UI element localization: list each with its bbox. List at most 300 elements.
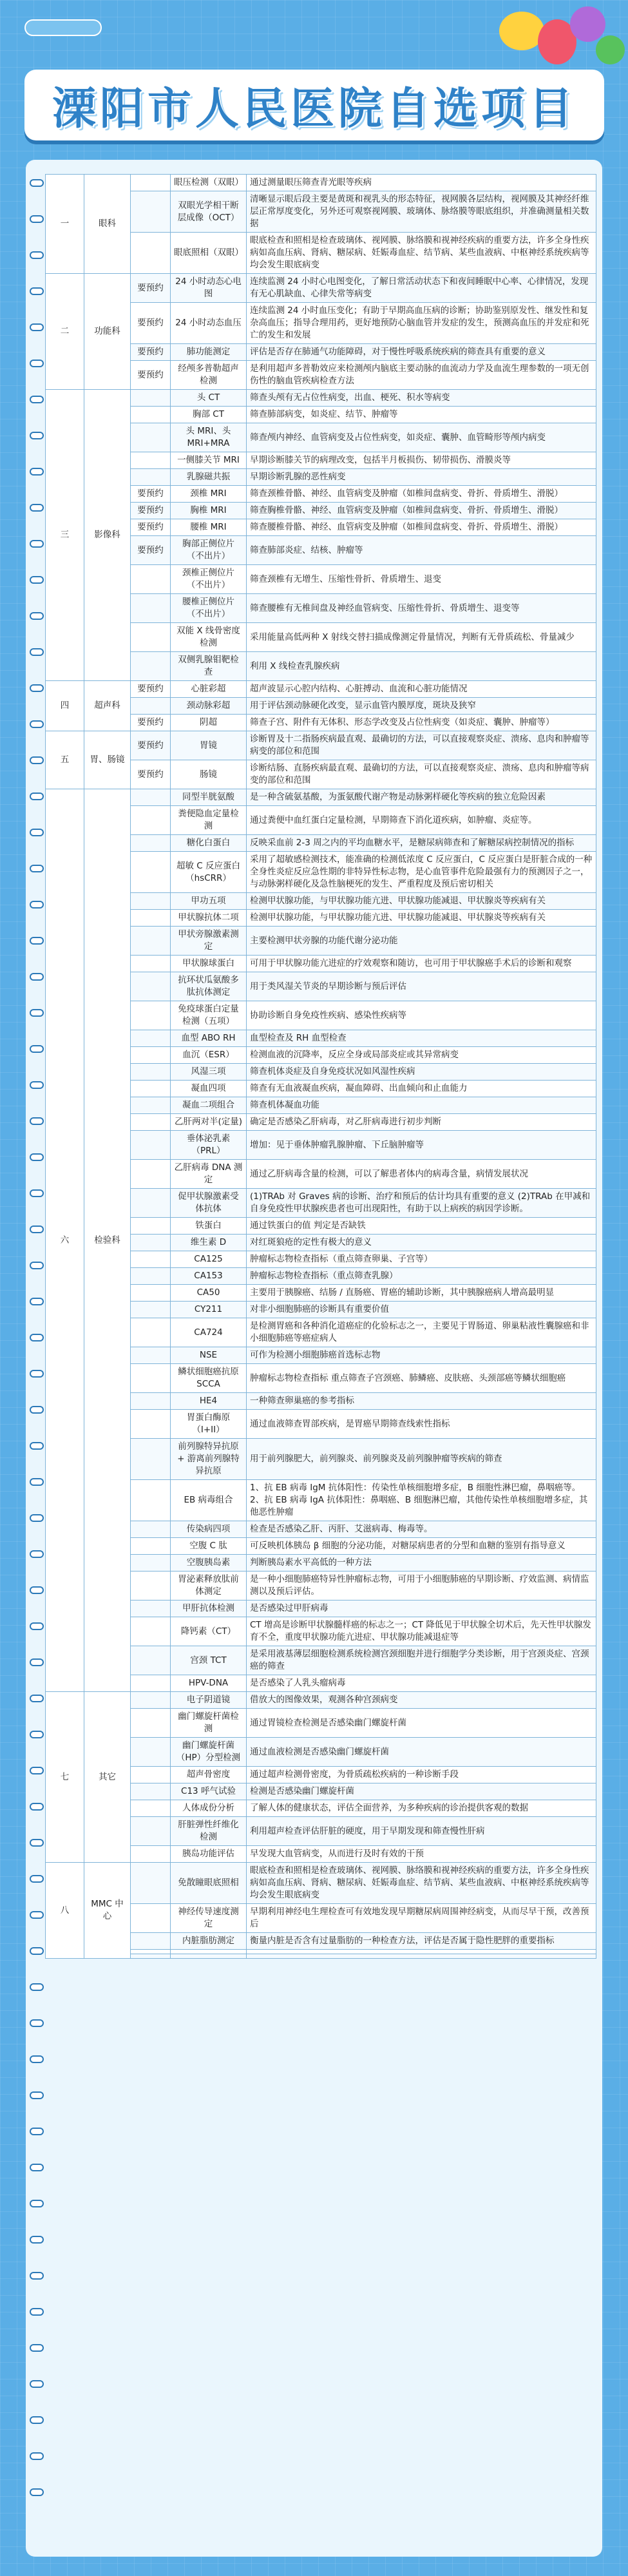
appointment-flag [131, 1347, 171, 1364]
binder-ring [30, 648, 44, 656]
item-description: 早期诊断乳腺的恶性病变 [247, 469, 596, 486]
category-name: 检验科 [84, 789, 131, 1692]
item-name: 凝血四项 [171, 1081, 247, 1097]
item-name: 幽门螺旋杆菌（HP）分型检测 [171, 1738, 247, 1767]
appointment-flag: 要预约 [131, 486, 171, 503]
binder-ring [30, 1009, 44, 1017]
item-description: 是否感染过甲肝病毒 [247, 1600, 596, 1617]
binder-ring [30, 1514, 44, 1522]
item-name: 风湿三项 [171, 1064, 247, 1081]
appointment-flag [131, 1393, 171, 1410]
category-number: 六 [46, 789, 84, 1692]
category-number: 四 [46, 681, 84, 731]
item-description: 诊断结肠、直肠疾病最直观、最确切的方法，可以直接观察炎症、溃疡、息肉和肿瘤等病变的部位和范围 [247, 760, 596, 789]
binder-ring [30, 1658, 44, 1666]
appointment-flag [131, 1189, 171, 1218]
binder-ring [30, 540, 44, 548]
item-name: 头 CT [171, 390, 247, 407]
item-description: 是采用液基薄层细胞检测系统检测宫颈细胞并进行细胞学分类诊断，用于宫颈炎症、宫颈癌的筛查 [247, 1646, 596, 1675]
appointment-flag [131, 1600, 171, 1617]
appointment-flag: 要预约 [131, 519, 171, 536]
category-number: 七 [46, 1692, 84, 1863]
item-description: 增加：见于垂体肿瘤乳腺肿瘤、下丘脑肿瘤等 [247, 1131, 596, 1160]
item-name: 阴超 [171, 715, 247, 731]
item-description [247, 1954, 596, 1959]
binder-ring [30, 684, 44, 692]
item-description: 是一种含硫氨基酸，为蛋氨酸代谢产物是动脉粥样硬化等疾病的独立危险因素 [247, 789, 596, 806]
item-name: 乙肝病毒 DNA 测定 [171, 1160, 247, 1189]
item-description: 1、抗 EB 病毒 IgM 抗体阳性：传染性单核细胞增多症，B 细胞性淋巴瘤，鼻咽癌等。2、抗 EB 病毒 IgA 抗体阳性：鼻咽癌、B 细胞淋巴瘤，其他传染性单核细胞增多症，其他恶性肿瘤 [247, 1480, 596, 1521]
appointment-flag [131, 1081, 171, 1097]
item-description: 通过测量眼压筛查青光眼等疾病 [247, 175, 596, 191]
item-description: 是利用超声多普勒效应来检测颅内脑底主要动脉的血流动力学及血流生理参数的一项无创伤性的脑血管疾病检查方法 [247, 361, 596, 390]
appointment-flag [131, 1064, 171, 1081]
item-description: 对红斑狼疮的定性有极大的意义 [247, 1235, 596, 1251]
item-name: 乙肝两对半(定量) [171, 1114, 247, 1131]
item-description: 筛查头颅有无占位性病变，出血、梗死、积水等病变 [247, 390, 596, 407]
item-name: 前列腺特异抗原 + 游离前列腺特异抗原 [171, 1439, 247, 1480]
appointment-flag [131, 1800, 171, 1817]
appointment-flag [131, 1251, 171, 1268]
binder-ring [30, 2308, 44, 2316]
item-name: 胸部 CT [171, 407, 247, 423]
item-name: 头 MRI、头 MRI+MRA [171, 423, 247, 452]
item-description: 检测是否感染幽门螺旋杆菌 [247, 1783, 596, 1800]
table-row [46, 789, 596, 806]
appointment-flag [131, 835, 171, 852]
binder-ring [30, 2200, 44, 2207]
binder-ring [30, 2055, 44, 2063]
item-name: 颈椎 MRI [171, 486, 247, 503]
item-name: 同型半胱氨酸 [171, 789, 247, 806]
appointment-flag: 要预约 [131, 503, 171, 519]
item-name: C13 呼气试验 [171, 1783, 247, 1800]
header [0, 0, 628, 151]
item-description: 早期利用神经电生理检查可有效地发现早期糖尿病周围神经病变，从而尽早干预，改善预后 [247, 1904, 596, 1933]
item-name: 颈动脉彩超 [171, 698, 247, 715]
item-description: 利用超声检查评估肝脏的硬度，用于早期发现和筛查慢性肝病 [247, 1817, 596, 1846]
item-description: 对非小细胞肺癌的诊断具有重要价值 [247, 1302, 596, 1318]
item-name: EB 病毒组合 [171, 1480, 247, 1521]
binder-ring [30, 2380, 44, 2388]
item-name: CA153 [171, 1268, 247, 1285]
appointment-flag [131, 1954, 171, 1959]
category-number: 三 [46, 390, 84, 681]
title-banner [24, 70, 604, 140]
item-name: CA724 [171, 1318, 247, 1347]
appointment-flag: 要预约 [131, 681, 171, 698]
item-name: 内脏脂肪测定 [171, 1933, 247, 1950]
binder-ring [30, 2236, 44, 2244]
item-name: 传染病四项 [171, 1521, 247, 1538]
binder-ring [30, 396, 44, 403]
item-name: 维生素 D [171, 1235, 247, 1251]
item-description: 通过铁蛋白的值 判定是否缺铁 [247, 1218, 596, 1235]
binder-ring [30, 432, 44, 439]
item-name: 心脏彩超 [171, 681, 247, 698]
appointment-flag [131, 1767, 171, 1783]
item-name: 肺功能测定 [171, 344, 247, 361]
item-description: 筛查腰椎骨骼、神经、血管病变及肿瘤（如椎间盘病变、骨折、骨质增生、滑脱） [247, 519, 596, 536]
item-name: 血型 ABO RH [171, 1030, 247, 1047]
binder-ring [30, 468, 44, 476]
item-name: 糖化白蛋白 [171, 835, 247, 852]
item-description: 用于评估颈动脉硬化改变，显示血管内膜厚度，斑块及狭窄 [247, 698, 596, 715]
item-description: 检测甲状腺功能，与甲状腺功能亢进、甲状腺功能减退、甲状腺炎等疾病有关 [247, 910, 596, 927]
item-description: 眼底检查和照相是检查玻璃体、视网膜、脉络膜和视神经疾病的重要方法，许多全身性疾病如高血压病、肾病、糖尿病、妊娠毒血症、结节病、某些血液病、中枢神经系统疾病等均会发生眼底病变 [247, 1863, 596, 1904]
item-description: 是检测胃癌和各种消化道癌症的化验标志之一，主要见于胃肠道、卵巢粘液性囊腺癌和非小细胞肺癌等癌症病人 [247, 1318, 596, 1347]
item-name: 铁蛋白 [171, 1218, 247, 1235]
binder-ring [30, 2344, 44, 2352]
appointment-flag [131, 1285, 171, 1302]
appointment-flag: 要预约 [131, 274, 171, 303]
item-name: 一侧膝关节 MRI [171, 452, 247, 469]
appointment-flag: 要预约 [131, 303, 171, 344]
binder-ring [30, 1767, 44, 1774]
item-name: 人体成份分析 [171, 1800, 247, 1817]
item-description: 用于类风湿关节炎的早期诊断与预后评估 [247, 972, 596, 1001]
appointment-flag [131, 1302, 171, 1318]
appointment-flag [131, 1364, 171, 1393]
binder-ring [30, 504, 44, 512]
appointment-flag [131, 423, 171, 452]
appointment-flag [131, 852, 171, 893]
appointment-flag [131, 1846, 171, 1863]
item-name: 电子阴道镜 [171, 1692, 247, 1709]
item-name: CY211 [171, 1302, 247, 1318]
appointment-flag [131, 1675, 171, 1692]
item-name: 神经传导速度测定 [171, 1904, 247, 1933]
item-name: 空腹胰岛素 [171, 1555, 247, 1572]
item-description: 连续监测 24 小时血压变化；有助于早期高血压病的诊断；协助鉴别原发性、继发性和复杂高血压；指导合理用药，更好地预防心脑血管并发症的发生，预测高血压的并发症和死亡的发生和发展 [247, 303, 596, 344]
binder-ring [30, 215, 44, 223]
category-name: 其它 [84, 1692, 131, 1863]
item-name: 双侧乳腺钼靶检查 [171, 652, 247, 681]
binder-ring [30, 1226, 44, 1233]
table-row [46, 390, 596, 407]
appointment-flag [131, 972, 171, 1001]
item-name: 甲功五项 [171, 893, 247, 910]
category-name: 超声科 [84, 681, 131, 731]
table-row [46, 681, 596, 698]
items-card [26, 160, 602, 2557]
item-description: 可反映机体胰岛 β 细胞的分泌功能，对糖尿病患者的分型和血糖的鉴别有指导意义 [247, 1538, 596, 1555]
item-description: 眼底检查和照相是检查玻璃体、视网膜、脉络膜和视神经疾病的重要方法，许多全身性疾病如高血压病、肾病、糖尿病、妊娠毒血症、结节病、某些血液病、中枢神经系统疾病等均会发生眼底病变 [247, 233, 596, 274]
item-description: 检查是否感染乙肝、丙肝、艾滋病毒、梅毒等。 [247, 1521, 596, 1538]
item-name: 胰岛功能评估 [171, 1846, 247, 1863]
binder-ring [30, 612, 44, 620]
item-description: 筛查颈椎骨骼、神经、血管病变及肿瘤（如椎间盘病变、骨折、骨质增生、滑脱） [247, 486, 596, 503]
item-description: (1)TRAb 对 Graves 病的诊断、治疗和预后的估计均具有重要的意义 (2)TRAb 在甲减和自身免疫性甲状腺疾患者也可出现阳性，有助于以上病疾的病因学诊断。 [247, 1189, 596, 1218]
appointment-flag [131, 1617, 171, 1646]
item-description: 筛查子宫、附件有无体积、形态学改变及占位性病变（如炎症、囊肿、肿瘤等） [247, 715, 596, 731]
table-row [46, 731, 596, 760]
item-name: 眼底照相（双眼） [171, 233, 247, 274]
appointment-flag [131, 1480, 171, 1521]
category-number: 二 [46, 274, 84, 390]
item-description: 采用能量高低两种 X 射线交替扫描成像测定骨量情况，判断有无骨质疏松、骨量减少 [247, 623, 596, 652]
binder-ring [30, 2272, 44, 2280]
appointment-flag [131, 1030, 171, 1047]
appointment-flag [131, 1047, 171, 1064]
item-name: 超声骨密度 [171, 1767, 247, 1783]
binder-ring [30, 1947, 44, 1955]
item-description: 确定是否感染乙肝病毒，对乙肝病毒进行初步判断 [247, 1114, 596, 1131]
item-name: 肠镜 [171, 760, 247, 789]
item-name: 鳞状细胞癌抗原 SCCA [171, 1364, 247, 1393]
appointment-flag [131, 1318, 171, 1347]
binder-ring [30, 323, 44, 331]
item-name: 血沉（ESR） [171, 1047, 247, 1064]
appointment-flag [131, 1131, 171, 1160]
item-name: 肝脏弹性纤维化检测 [171, 1817, 247, 1846]
item-description: 筛查颅内神经、血管病变及占位性病变，如炎症、囊肿、血管畸形等颅内病变 [247, 423, 596, 452]
item-description: 清晰显示眼后段主要是黄斑和视乳头的形态特征，视网膜各层结构，视网膜及其神经纤维层正常厚度变化，另外还可观察视网膜、玻璃体、脉络膜等眼底组织，并准确测量相关数据 [247, 191, 596, 233]
binder-ring [30, 2091, 44, 2099]
item-name: CA125 [171, 1251, 247, 1268]
item-description: 可用于甲状腺功能亢进症的疗效观察和随访，也可用于甲状腺癌手术后的诊断和观察 [247, 956, 596, 972]
appointment-flag [131, 233, 171, 274]
item-name: 胃镜 [171, 731, 247, 760]
appointment-flag [131, 469, 171, 486]
appointment-flag [131, 1235, 171, 1251]
item-name: 胃蛋白酶原（I+II） [171, 1410, 247, 1439]
item-name: 胸椎 MRI [171, 503, 247, 519]
appointment-flag [131, 1001, 171, 1030]
category-number: 一 [46, 175, 84, 274]
item-description: 通过粪便中血红蛋白定量检测，早期筛查下消化道疾病，如肿瘤、炎症等。 [247, 806, 596, 835]
item-description: 主要用于胰腺癌、结肠 / 直肠癌、胃癌的辅助诊断，其中胰腺癌病人增高最明显 [247, 1285, 596, 1302]
item-name: 胃泌素释放肽前体测定 [171, 1572, 247, 1600]
appointment-flag [131, 623, 171, 652]
item-description: 早发现大血管病变，从而进行及时有效的干预 [247, 1846, 596, 1863]
binder-ring [30, 2416, 44, 2424]
binder-ring [30, 360, 44, 367]
binder-ring [30, 756, 44, 764]
item-description: 衡量内脏是否含有过量脂肪的一种检查方法，评估是否属于隐性肥胖的重要指标 [247, 1933, 596, 1950]
appointment-flag [131, 1538, 171, 1555]
appointment-flag: 要预约 [131, 760, 171, 789]
binder-ring [30, 1370, 44, 1378]
appointment-flag [131, 1555, 171, 1572]
item-name: 甲状旁腺激素测定 [171, 927, 247, 956]
items-table [45, 174, 596, 1959]
item-description: 利用 X 线检查乳腺疾病 [247, 652, 596, 681]
appointment-flag [131, 1933, 171, 1950]
item-name: 垂体泌乳素（PRL） [171, 1131, 247, 1160]
item-description: 通过血液检测是否感染幽门螺旋杆菌 [247, 1738, 596, 1767]
appointment-flag [131, 452, 171, 469]
page-title: 溧阳市人民医院自选项目 [52, 83, 576, 135]
item-description: 检测甲状腺功能，与甲状腺功能亢进、甲状腺功能减退、甲状腺炎等疾病有关 [247, 893, 596, 910]
item-name: 经颅多普勒超声检测 [171, 361, 247, 390]
binder-ring [30, 973, 44, 981]
binder-ring [30, 793, 44, 800]
binder-ring [30, 287, 44, 295]
item-description: 肿瘤标志物检查指标 重点筛查子宫颈癌、肺鳞癌、皮肤癌、头颈部癌等鳞状细胞癌 [247, 1364, 596, 1393]
item-name: 抗环状瓜氨酸多肽抗体测定 [171, 972, 247, 1001]
item-name: 甲状腺抗体二项 [171, 910, 247, 927]
appointment-flag: 要预约 [131, 361, 171, 390]
item-description: 用于前列腺肥大，前列腺炎、前列腺炎及前列腺肿瘤等疾病的筛查 [247, 1439, 596, 1480]
category-number: 五 [46, 731, 84, 789]
item-name: 眼压检测（双眼） [171, 175, 247, 191]
item-description: 筛查机体凝血功能 [247, 1097, 596, 1114]
item-name: 乳腺磁共振 [171, 469, 247, 486]
appointment-flag: 要预约 [131, 536, 171, 565]
category-name: 胃、肠镜 [84, 731, 131, 789]
appointment-flag [131, 1410, 171, 1439]
binder-ring [30, 1586, 44, 1594]
item-name: 超敏 C 反应蛋白（hsCRR） [171, 852, 247, 893]
binder-ring [30, 1622, 44, 1630]
table-row [46, 1863, 596, 1904]
binder-ring [30, 2164, 44, 2171]
item-description: 采用了超敏感检测技术，能准确的检测低浓度 C 反应蛋白，C 反应蛋白是肝脏合成的一种全身性炎症反应急性期的非特异性标志物，是心血管事件危险最强有力的预测因子之一，与动脉粥样硬化及急性脑梗死的发生、严重程度及预后密切相关 [247, 852, 596, 893]
binder-ring [30, 1153, 44, 1161]
binder-ring [30, 1731, 44, 1738]
appointment-flag [131, 698, 171, 715]
item-description: 了解人体的健康状态，评估全面营养，为多种疾病的诊治提供客观的数据 [247, 1800, 596, 1817]
item-name: CA50 [171, 1285, 247, 1302]
appointment-flag [131, 1904, 171, 1933]
appointment-flag [131, 1097, 171, 1114]
table-row [46, 1692, 596, 1709]
item-description: 通过乙肝病毒含量的检测，可以了解患者体内的病毒含量，病情发展状况 [247, 1160, 596, 1189]
table-row [46, 274, 596, 303]
appointment-flag [131, 1646, 171, 1675]
appointment-flag [131, 789, 171, 806]
item-description: 肿瘤标志物检查指标（重点筛查卵巢、子宫等） [247, 1251, 596, 1268]
item-description: 可作为检测小细胞肺癌首选标志物 [247, 1347, 596, 1364]
item-name: 双眼光学相干断层成像（OCT） [171, 191, 247, 233]
appointment-flag [131, 1160, 171, 1189]
table-row [46, 175, 596, 191]
appointment-flag [131, 565, 171, 594]
appointment-flag [131, 910, 171, 927]
fruit-illustration [473, 0, 628, 71]
item-description: 检测血液的沉降率，反应全身或局部炎症或其异常病变 [247, 1047, 596, 1064]
item-name: 幽门螺旋杆菌检测 [171, 1709, 247, 1738]
item-description: 早期诊断膝关节的病理改变，包括半月板损伤、韧带损伤、滑膜炎等 [247, 452, 596, 469]
binder-ring [30, 1478, 44, 1486]
binder-ring [30, 1550, 44, 1558]
item-description: 超声波显示心腔内结构、心脏搏动、血流和心脏功能情况 [247, 681, 596, 698]
item-name: 甲肝抗体检测 [171, 1600, 247, 1617]
appointment-flag [131, 390, 171, 407]
item-description: 反映采血前 2-3 周之内的平均血糖水平，是糖尿病筛查和了解糖尿病控制情况的指标 [247, 835, 596, 852]
binder-ring [30, 901, 44, 908]
item-description: 通过胃镜检查检测是否感染幽门螺旋杆菌 [247, 1709, 596, 1738]
appointment-flag [131, 1439, 171, 1480]
appointment-flag [131, 407, 171, 423]
category-name: MMC 中心 [84, 1863, 131, 1959]
item-description: 主要检测甲状旁腺的功能代谢分泌功能 [247, 927, 596, 956]
item-description [247, 1950, 596, 1954]
item-description: 一种筛查卵巢癌的参考指标 [247, 1393, 596, 1410]
item-name: 颈椎正侧位片（不出片） [171, 565, 247, 594]
binder-ring [30, 1695, 44, 1702]
appointment-flag [131, 1114, 171, 1131]
item-name: 粪便隐血定量检测 [171, 806, 247, 835]
appointment-flag [131, 175, 171, 191]
binder-ring [30, 1045, 44, 1053]
binder-ring [30, 1081, 44, 1089]
item-description: 筛查胸椎骨骼、神经、血管病变及肿瘤（如椎间盘病变、骨折、骨质增生、滑脱） [247, 503, 596, 519]
binder-ring [30, 1442, 44, 1450]
binder-ring [30, 2488, 44, 2496]
item-description: 筛查肺部病变，如炎症、结节、肿瘤等 [247, 407, 596, 423]
binder-ring [30, 576, 44, 584]
appointment-flag [131, 1218, 171, 1235]
item-description: 血型检查及 RH 血型检查 [247, 1030, 596, 1047]
item-description: 筛查腰椎有无椎间盘及神经血管病变、压缩性骨折、骨质增生、退变等 [247, 594, 596, 623]
item-name: 双能 X 线骨密度检测 [171, 623, 247, 652]
item-description: 评估是否存在肺通气功能障碍，对于慢性呼吸系统疾病的筛查具有重要的意义 [247, 344, 596, 361]
appointment-flag [131, 191, 171, 233]
item-description: 借放大的图像效果，观测各种宫颈病变 [247, 1692, 596, 1709]
binder-ring [30, 1983, 44, 1991]
category-number: 八 [46, 1863, 84, 1959]
item-description: 通过超声检测骨密度，为骨质疏松疾病的一种诊断手段 [247, 1767, 596, 1783]
item-name: HPV-DNA [171, 1675, 247, 1692]
appointment-flag [131, 1817, 171, 1846]
item-name: 免散瞳眼底照相 [171, 1863, 247, 1904]
item-name: 宫颈 TCT [171, 1646, 247, 1675]
binder-ring [30, 1911, 44, 1919]
appointment-flag: 要预约 [131, 715, 171, 731]
item-description: 诊断胃及十二指肠疾病最直观、最确切的方法，可以直接观察炎症、溃疡、息肉和肿瘤等病变的部位和范围 [247, 731, 596, 760]
binder-ring [30, 1803, 44, 1811]
appointment-flag [131, 594, 171, 623]
appointment-flag: 要预约 [131, 731, 171, 760]
item-name: HE4 [171, 1393, 247, 1410]
binder-ring [30, 1189, 44, 1197]
binder-ring [30, 1262, 44, 1269]
appointment-flag [131, 1521, 171, 1538]
binder-rings [30, 179, 44, 2537]
item-description: 协助诊断自身免疫性疾病、感染性疾病等 [247, 1001, 596, 1030]
item-description: 肿瘤标志物检查指标（重点筛查乳腺） [247, 1268, 596, 1285]
item-description: 是一种小细胞肺癌特异性肿瘤标志物，可用于小细胞肺癌的早期诊断、疗效监测、病情监测以及预后评估。 [247, 1572, 596, 1600]
binder-ring [30, 1298, 44, 1305]
binder-ring [30, 2019, 44, 2027]
appointment-flag [131, 1709, 171, 1738]
item-description: CT 增高是诊断甲状腺髓样癌的标志之一；CT 降低见于甲状腺全切术后，先天性甲状腺发育不全，重度甲状腺功能亢进症、甲状腺功能减退症等 [247, 1617, 596, 1646]
binder-ring [30, 1406, 44, 1414]
appointment-flag: 要预约 [131, 344, 171, 361]
appointment-flag [131, 1572, 171, 1600]
appointment-flag [131, 927, 171, 956]
item-description: 判断胰岛素水平高低的一种方法 [247, 1555, 596, 1572]
item-name: 24 小时动态血压 [171, 303, 247, 344]
logo-badge [24, 19, 102, 36]
category-name: 影像科 [84, 390, 131, 681]
item-name: 腰椎 MRI [171, 519, 247, 536]
item-name: 凝血二项组合 [171, 1097, 247, 1114]
binder-ring [30, 1117, 44, 1125]
item-name: 甲状腺球蛋白 [171, 956, 247, 972]
binder-ring [30, 1875, 44, 1883]
item-description: 是否感染了人乳头瘤病毒 [247, 1675, 596, 1692]
item-description: 连续监测 24 小时心电图变化，了解日常活动状态下和夜间睡眠中心率、心律情况，发现有无心肌缺血、心律失常等病变 [247, 274, 596, 303]
appointment-flag [131, 652, 171, 681]
binder-ring [30, 720, 44, 728]
binder-ring [30, 937, 44, 945]
binder-ring [30, 251, 44, 259]
binder-ring [30, 179, 44, 187]
category-name: 眼科 [84, 175, 131, 274]
